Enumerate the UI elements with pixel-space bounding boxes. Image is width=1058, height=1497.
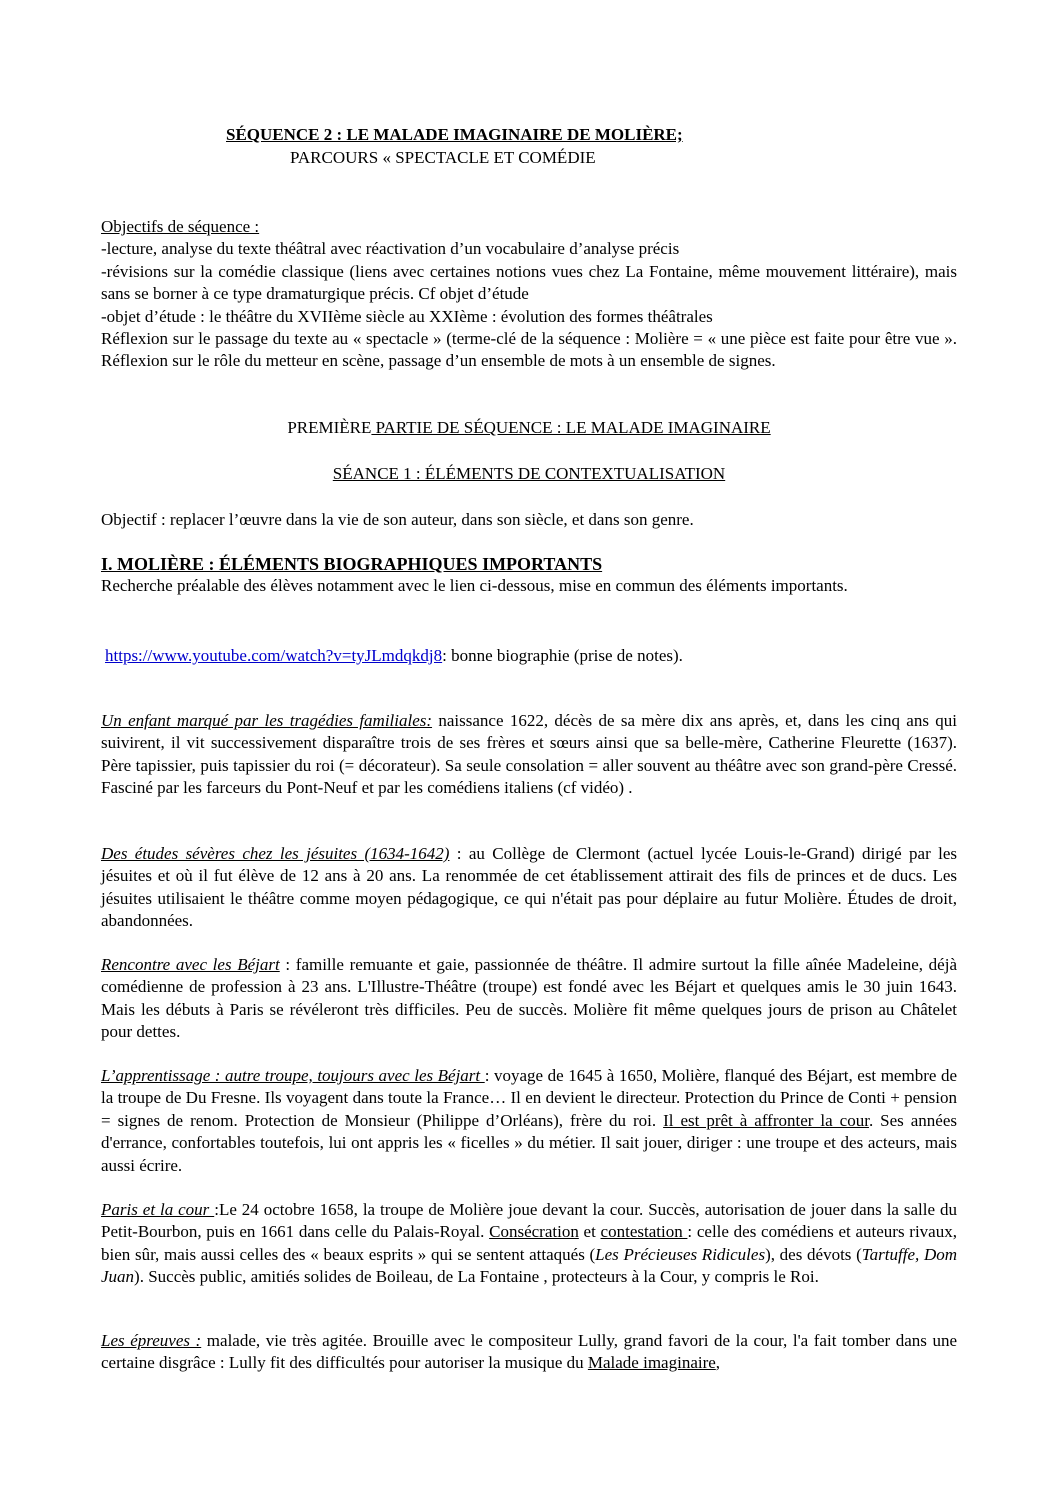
paragraph-5-text-e: ). Succès public, amitiés solides de Boileau, de La Fontaine , protecteurs à la Cour, y compris le Roi. (134, 1267, 819, 1287)
paragraph-4-text-a: : voyage de 1645 à 1650, Molière, flanqué des Béjart, est membre de la troupe de Du Fresne. Ils voyagent dans toute la France… Il en devient le directeur. Protection du Prince de Conti + pension = signes de renom. Protection de Monsieur (Philippe d’Orléans), frère du roi. (101, 1066, 957, 1130)
paragraph-5-contestation: contestation (600, 1222, 688, 1242)
objectif-item-3: -objet d’étude : le théâtre du XVIIème siècle au XXIème : évolution des formes théâtrales (101, 306, 713, 326)
paragraph-5-italic-2: Tartuffe, Dom Juan (101, 1244, 958, 1287)
section-1-heading: I. MOLIÈRE : ÉLÉMENTS BIOGRAPHIQUES IMPORTANTS (101, 554, 603, 574)
document-title: SÉQUENCE 2 : LE MALADE IMAGINAIRE DE MOLIÈRE; (226, 125, 683, 144)
paragraph-5-text-d: ), des dévots ( (765, 1244, 862, 1264)
objectif-reflexion: Réflexion sur le passage du texte au « spectacle » (terme-clé de la séquence : Molière = « une pièce est faite pour être vue ». Réflexion sur le rôle du metteur en scène, passage d’un ensemble de mots à un ensemble de signes. (101, 329, 957, 371)
paragraph-5-italic-1: Les Précieuses Ridicules (595, 1244, 766, 1264)
objectif-line: Objectif : replacer l’œuvre dans la vie de son auteur, dans son siècle, et dans son genre. (101, 510, 694, 529)
paragraph-3-text: : famille remuante et gaie, passionnée de théâtre. Il admire surtout la fille aînée Madeleine, déjà comédienne de profession à 23 ans. L'Illustre-Théâtre (troupe) est fondé avec les Béjart et quelques amis le 30 juin 1643. Mais les débuts à Paris se révéleront très difficiles. Peu de succès. Molière fit même quelques jours de prison au Châtelet pour dettes. (101, 955, 957, 1042)
paragraph-5-text-c: : celle des comédiens et auteurs rivaux, bien sûr, mais aussi celles des « beaux esprits » qui se sentent attaqués ( (101, 1222, 957, 1264)
bio-paragraph-3 (101, 954, 957, 1044)
paragraph-1-text: naissance 1622, décès de sa mère dix ans après, et, dans les cinq ans qui suivirent, il vit successivement disparaître trois de ses frères et sœurs ainsi que sa belle-mère, Catherine Fleurette (1637). Père tapissier, puis tapissier du roi (= décorateur). Sa seule consolation = aller souvent au théâtre avec son grand-père Cressé. Fasciné par les farceurs du Pont-Neuf et par les comédiens italiens (cf vidéo) . (101, 711, 957, 798)
video-link-line (105, 645, 961, 667)
paragraph-3-heading: Rencontre avec les Béjart (101, 955, 280, 974)
biography-video-link[interactable]: https://www.youtube.com/watch?v=tyJLmdqkdj8 (105, 646, 443, 665)
partie-heading (101, 417, 957, 439)
document-subtitle: PARCOURS « SPECTACLE ET COMÉDIE (290, 148, 596, 167)
bio-paragraph-1 (101, 710, 957, 800)
paragraph-5-consecration: Consécration (489, 1222, 579, 1242)
bio-paragraph-4 (101, 1065, 957, 1177)
section-1 (101, 553, 957, 598)
paragraph-5-text-a: :Le 24 octobre 1658, la troupe de Molière joue devant la cour. Succès, autorisation de jouer dans la salle du Petit-Bourbon, puis en 1661 dans celle du Palais-Royal. (101, 1200, 957, 1242)
objectifs-heading: Objectifs de séquence : (101, 217, 260, 236)
section-1-intro: Recherche préalable des élèves notamment avec le lien ci-dessous, mise en commun des éléments importants. (101, 576, 848, 596)
objectif-item-2: -révisions sur la comédie classique (liens avec certaines notions vues chez La Fontaine, même mouvement littéraire), mais sans se borner à ce type dramaturgique précis. Cf objet d’étude (101, 261, 957, 304)
paragraph-2-text: : au Collège de Clermont (actuel lycée Louis-le-Grand) dirigé par les jésuites et où il fut élève de 12 ans à 20 ans. La renommée de cet établissement attirait des fils de princes et de ducs. Les jésuites utilisaient le théâtre comme moyen pédagogique, ce qui n'était pas pour déplaire au futur Molière. Études de droit, abandonnées. (101, 844, 957, 931)
bio-paragraph-6 (101, 1330, 957, 1375)
paragraph-4-underline: Il est prêt à affronter la cour (663, 1110, 869, 1130)
paragraph-6-text: malade, vie très agitée. Brouille avec le compositeur Lully, grand favori de la cour, l'a fait tomber dans une certaine disgrâce : Lully fit des difficultés pour autoriser la musique du (101, 1331, 958, 1373)
objectifs-block (101, 216, 957, 373)
bio-paragraph-2 (101, 843, 957, 933)
seance-title: SÉANCE 1 : ÉLÉMENTS DE CONTEXTUALISATION (332, 464, 726, 483)
paragraph-6-end: , (715, 1353, 721, 1373)
partie-rest: PARTIE DE SÉQUENCE : LE MALADE IMAGINAIRE (371, 418, 771, 437)
partie-prefix: PREMIÈRE (287, 418, 372, 437)
paragraph-2-heading: Des études sévères chez les jésuites (1634-1642) (101, 844, 450, 863)
bio-paragraph-5 (101, 1199, 957, 1289)
seance-heading (101, 463, 957, 485)
paragraph-4-text-b: . Ses années d'errance, confortables toutefois, lui ont appris les « ficelles » du métier. Il sait jouer, diriger : une troupe et des acteurs, mais aussi écrire. (101, 1110, 958, 1175)
paragraph-1-heading: Un enfant marqué par les tragédies familiales: (101, 711, 433, 730)
objectif-item-1: -lecture, analyse du texte théâtral avec réactivation d’un vocabulaire d’analyse précis (101, 239, 680, 259)
paragraph-5-heading: Paris et la cour (101, 1200, 215, 1219)
paragraph-5-text-b: et (578, 1222, 601, 1242)
paragraph-6-underline: Malade imaginaire (587, 1353, 716, 1373)
paragraph-4-heading: L’apprentissage : autre troupe, toujours avec les Béjart (101, 1066, 485, 1085)
paragraph-6-heading: Les épreuves : (101, 1331, 202, 1350)
video-link-caption: : bonne biographie (prise de notes). (442, 646, 683, 665)
